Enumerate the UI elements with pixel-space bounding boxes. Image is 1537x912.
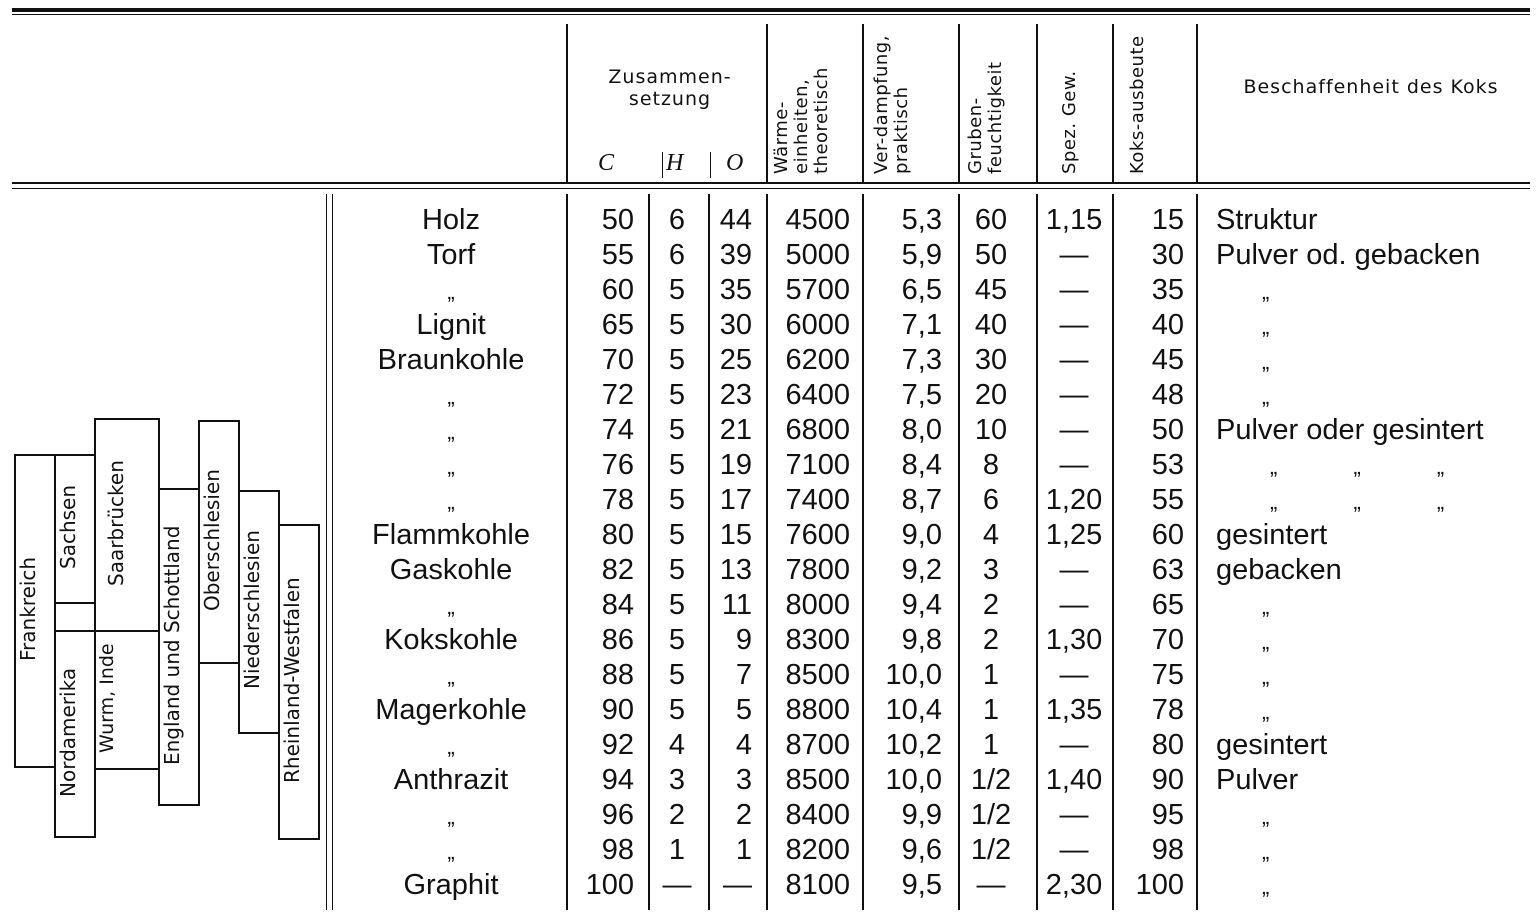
header-spec-weight: Spez. Gew.: [1059, 70, 1080, 174]
table-cell-moist: 30: [974, 344, 1008, 376]
table-cell-h: 5: [668, 589, 686, 621]
table-cell-h: 5: [668, 379, 686, 411]
body-divider: [708, 194, 710, 910]
table-cell-c: 86: [601, 624, 634, 656]
col-divider: [1112, 24, 1114, 182]
table-cell-heat: 8400: [785, 799, 850, 831]
table-cell-evap: 8,4: [901, 449, 942, 481]
table-cell-moist: 10: [974, 414, 1008, 446]
header-coke-yield: Koks-ausbeute: [1127, 35, 1148, 174]
table-cell-h: 5: [668, 414, 686, 446]
table-cell-moist: 8: [982, 449, 1000, 481]
table-cell-o: 23: [719, 379, 752, 411]
table-cell-h: 4: [668, 729, 686, 761]
col-divider-thin: [662, 152, 663, 178]
body-divider: [566, 194, 568, 910]
table-cell-name: Magerkohle: [375, 694, 527, 726]
table-cell-heat: 6200: [785, 344, 850, 376]
col-divider: [1196, 24, 1198, 182]
table-cell-spez: 2,30: [1045, 869, 1103, 901]
col-divider: [566, 24, 568, 182]
table-cell-koks: 35: [1151, 274, 1184, 306]
table-cell-c: 84: [601, 589, 634, 621]
table-cell-spez: —: [1059, 554, 1089, 586]
table-cell-quality: Pulver od. gebacken: [1216, 239, 1481, 271]
table-cell-h: 5: [668, 624, 686, 656]
table-cell-heat: 8500: [785, 659, 850, 691]
table-cell-moist: 1/2: [970, 764, 1012, 796]
table-cell-koks: 40: [1151, 309, 1184, 341]
table-cell-o: 25: [719, 344, 752, 376]
table-cell-c: 80: [601, 519, 634, 551]
table-cell-name: „: [447, 384, 455, 409]
table-cell-koks: 95: [1151, 799, 1184, 831]
header-o: O: [726, 150, 744, 176]
body-divider: [1112, 194, 1114, 910]
table-cell-spez: —: [1059, 834, 1089, 866]
table-cell-evap: 6,5: [901, 274, 942, 306]
table-cell-name: Braunkohle: [377, 344, 525, 376]
table-cell-name: „: [447, 454, 455, 479]
table-cell-o: 5: [735, 694, 752, 726]
table-cell-h: 5: [668, 484, 686, 516]
region-label-saarbruecken: Saarbrücken: [104, 460, 128, 586]
table-cell-moist: 50: [974, 239, 1008, 271]
table-cell-spez: —: [1059, 309, 1089, 341]
table-cell-c: 88: [601, 659, 634, 691]
table-cell-heat: 6000: [785, 309, 850, 341]
table-cell-evap: 7,1: [901, 309, 942, 341]
table-cell-h: 5: [668, 449, 686, 481]
table-cell-koks: 75: [1151, 659, 1184, 691]
table-cell-spez: —: [1059, 659, 1089, 691]
table-cell-heat: 8700: [785, 729, 850, 761]
table-cell-evap: 8,0: [901, 414, 942, 446]
table-cell-spez: 1,25: [1045, 519, 1103, 551]
table-cell-name: „: [447, 804, 455, 829]
body-divider: [332, 194, 333, 910]
table-cell-heat: 7800: [785, 554, 850, 586]
region-label-niederschlesien: Niederschlesien: [240, 530, 264, 690]
table-cell-evap: 9,0: [901, 519, 942, 551]
table-cell-moist: 2: [982, 624, 1000, 656]
table-cell-koks: 50: [1151, 414, 1184, 446]
table-cell-moist: —: [976, 869, 1006, 901]
table-cell-spez: 1,15: [1045, 204, 1103, 236]
table-cell-quality: „: [1262, 279, 1270, 304]
table-cell-heat: 6800: [785, 414, 850, 446]
table-cell-spez: —: [1059, 449, 1089, 481]
table-cell-o: 35: [719, 274, 752, 306]
body-divider: [1196, 194, 1198, 910]
table-cell-koks: 80: [1151, 729, 1184, 761]
table-cell-evap: 7,3: [901, 344, 942, 376]
table-cell-h: —: [662, 869, 692, 901]
table-cell-moist: 40: [974, 309, 1008, 341]
table-cell-name: Flammkohle: [372, 519, 530, 551]
table-cell-moist: 1/2: [970, 834, 1012, 866]
table-cell-name: „: [447, 664, 455, 689]
table-cell-heat: 7600: [785, 519, 850, 551]
table-cell-heat: 7100: [785, 449, 850, 481]
table-cell-heat: 7400: [785, 484, 850, 516]
col-divider: [766, 24, 768, 182]
table-cell-moist: 4: [982, 519, 1000, 551]
table-cell-koks: 30: [1151, 239, 1184, 271]
table-cell-quality: gebacken: [1216, 554, 1342, 586]
table-cell-name: „: [447, 594, 455, 619]
body-divider: [766, 194, 768, 910]
table-cell-koks: 70: [1151, 624, 1184, 656]
body-divider: [648, 194, 650, 910]
table-cell-moist: 1: [982, 729, 1000, 761]
table-cell-h: 3: [668, 764, 686, 796]
table-cell-heat: 8000: [785, 589, 850, 621]
table-cell-name: Gaskohle: [389, 554, 513, 586]
table-cell-c: 70: [601, 344, 634, 376]
table-cell-heat: 8500: [785, 764, 850, 796]
table-cell-o: 3: [735, 764, 752, 796]
table-cell-evap: 10,0: [885, 764, 942, 796]
header-coke-quality: Beschaffenheit des Koks: [1243, 76, 1499, 98]
table-cell-o: 1: [735, 834, 752, 866]
table-cell-c: 76: [601, 449, 634, 481]
table-cell-koks: 45: [1151, 344, 1184, 376]
table-cell-heat: 8300: [785, 624, 850, 656]
table-cell-h: 6: [668, 239, 686, 271]
table-cell-heat: 5700: [785, 274, 850, 306]
table-cell-quality: „: [1262, 699, 1270, 724]
top-rule: [12, 8, 1530, 12]
table-cell-o: 13: [719, 554, 752, 586]
region-label-wurm: Wurm, Inde: [96, 643, 118, 753]
table-cell-quality: „ „ „: [1270, 489, 1445, 514]
table-cell-name: „: [447, 419, 455, 444]
region-label-oberschlesien: Oberschlesien: [200, 469, 224, 611]
table-cell-name: Holz: [421, 204, 480, 236]
col-divider: [1036, 24, 1038, 182]
body-divider: [326, 194, 327, 910]
table-cell-quality: „: [1262, 594, 1270, 619]
top-rule-thin: [12, 14, 1530, 15]
table-cell-moist: 1/2: [970, 799, 1012, 831]
table-cell-o: 19: [719, 449, 752, 481]
table-cell-heat: 5000: [785, 239, 850, 271]
table-cell-spez: —: [1059, 729, 1089, 761]
table-cell-c: 82: [601, 554, 634, 586]
table-cell-c: 60: [601, 274, 634, 306]
table-cell-h: 5: [668, 309, 686, 341]
table-cell-koks: 15: [1151, 204, 1184, 236]
table-cell-o: 44: [719, 204, 752, 236]
table-cell-name: Kokskohle: [384, 624, 518, 656]
table-cell-name: „: [447, 279, 455, 304]
header-h: H: [666, 150, 684, 176]
table-cell-o: 39: [719, 239, 752, 271]
table-cell-c: 90: [601, 694, 634, 726]
table-cell-spez: 1,40: [1045, 764, 1103, 796]
table-cell-name: Graphit: [403, 869, 499, 901]
table-cell-moist: 3: [982, 554, 1000, 586]
region-label-rheinland: Rheinland-Westfalen: [280, 577, 304, 783]
table-cell-c: 92: [601, 729, 634, 761]
header-rule: [12, 182, 1530, 184]
table-cell-quality: „: [1262, 664, 1270, 689]
table-cell-spez: —: [1059, 344, 1089, 376]
table-cell-evap: 5,9: [901, 239, 942, 271]
header-evaporation: Ver-dampfung, praktisch: [871, 35, 912, 174]
table-cell-evap: 9,9: [901, 799, 942, 831]
table-cell-o: 30: [719, 309, 752, 341]
table-cell-spez: —: [1059, 589, 1089, 621]
table-cell-koks: 65: [1151, 589, 1184, 621]
table-cell-quality: „: [1262, 839, 1270, 864]
table-cell-c: 94: [601, 764, 634, 796]
table-cell-quality: Pulver oder gesintert: [1216, 414, 1484, 446]
table-cell-evap: 7,5: [901, 379, 942, 411]
table-cell-quality: „: [1262, 349, 1270, 374]
table-cell-koks: 98: [1151, 834, 1184, 866]
header-rule-thin: [12, 188, 1530, 189]
table-cell-o: 17: [719, 484, 752, 516]
table-cell-moist: 6: [982, 484, 1000, 516]
table-cell-evap: 10,2: [885, 729, 942, 761]
body-divider: [958, 194, 960, 910]
table-cell-spez: —: [1059, 379, 1089, 411]
table-cell-evap: 9,2: [901, 554, 942, 586]
table-cell-name: „: [447, 734, 455, 759]
table-cell-spez: —: [1059, 799, 1089, 831]
table-cell-heat: 8800: [785, 694, 850, 726]
table-cell-c: 65: [601, 309, 634, 341]
table-cell-moist: 45: [974, 274, 1008, 306]
table-cell-spez: 1,35: [1045, 694, 1103, 726]
table-cell-moist: 1: [982, 659, 1000, 691]
table-cell-spez: —: [1059, 274, 1089, 306]
table-cell-c: 100: [585, 869, 634, 901]
table-cell-name: Lignit: [416, 309, 486, 341]
table-cell-o: —: [723, 869, 752, 901]
table-cell-evap: 9,5: [901, 869, 942, 901]
table-cell-h: 5: [668, 694, 686, 726]
table-cell-moist: 2: [982, 589, 1000, 621]
table-cell-c: 55: [601, 239, 634, 271]
table-cell-quality: „: [1262, 804, 1270, 829]
table-cell-o: 9: [735, 624, 752, 656]
table-cell-o: 15: [719, 519, 752, 551]
table-cell-spez: 1,30: [1045, 624, 1103, 656]
table-cell-evap: 9,4: [901, 589, 942, 621]
table-cell-koks: 60: [1151, 519, 1184, 551]
table-cell-heat: 4500: [785, 204, 850, 236]
table-cell-evap: 8,7: [901, 484, 942, 516]
table-cell-quality: „: [1262, 314, 1270, 339]
table-cell-moist: 60: [974, 204, 1008, 236]
table-cell-spez: —: [1059, 239, 1089, 271]
col-divider: [862, 24, 864, 182]
table-cell-quality: Pulver: [1216, 764, 1299, 796]
body-divider: [1036, 194, 1038, 910]
header-composition: Zusammen- setzung: [608, 66, 732, 110]
table-cell-spez: 1,20: [1045, 484, 1103, 516]
region-label-sachsen: Sachsen: [56, 484, 80, 570]
table-cell-c: 96: [601, 799, 634, 831]
table-cell-h: 6: [668, 204, 686, 236]
table-cell-quality: Struktur: [1216, 204, 1318, 236]
table-cell-spez: —: [1059, 414, 1089, 446]
header-c: C: [598, 150, 615, 176]
table-cell-quality: „: [1262, 629, 1270, 654]
table-cell-heat: 8200: [785, 834, 850, 866]
table-cell-h: 5: [668, 659, 686, 691]
table-cell-h: 5: [668, 344, 686, 376]
table-cell-quality: „ „ „: [1270, 454, 1445, 479]
table-cell-koks: 78: [1151, 694, 1184, 726]
body-divider: [862, 194, 864, 910]
region-label-frankreich: Frankreich: [16, 556, 40, 662]
table-cell-koks: 100: [1135, 869, 1184, 901]
table-cell-moist: 20: [974, 379, 1008, 411]
table-cell-moist: 1: [982, 694, 1000, 726]
table-cell-o: 21: [719, 414, 752, 446]
table-cell-evap: 5,3: [901, 204, 942, 236]
table-cell-o: 4: [735, 729, 752, 761]
table-cell-c: 72: [601, 379, 634, 411]
table-cell-quality: „: [1262, 874, 1270, 899]
table-cell-quality: gesintert: [1216, 729, 1328, 761]
table-cell-name: „: [447, 489, 455, 514]
col-divider-thin: [710, 152, 711, 178]
table-cell-o: 2: [735, 799, 752, 831]
table-cell-evap: 10,4: [885, 694, 942, 726]
table-cell-koks: 63: [1151, 554, 1184, 586]
table-cell-h: 5: [668, 274, 686, 306]
table-cell-evap: 9,8: [901, 624, 942, 656]
table-cell-koks: 48: [1151, 379, 1184, 411]
table-cell-name: Anthrazit: [393, 764, 509, 796]
table-cell-name: Torf: [426, 239, 476, 271]
region-label-england: England und Schottland: [160, 525, 184, 765]
col-divider: [958, 24, 960, 182]
table-cell-h: 2: [668, 799, 686, 831]
table-cell-quality: gesintert: [1216, 519, 1328, 551]
header-moisture: Gruben-feuchtigkeit: [965, 61, 1006, 174]
table-cell-quality: „: [1262, 384, 1270, 409]
table-cell-c: 78: [601, 484, 634, 516]
table-cell-evap: 10,0: [885, 659, 942, 691]
table-cell-h: 5: [668, 519, 686, 551]
table-cell-koks: 90: [1151, 764, 1184, 796]
table-cell-koks: 53: [1151, 449, 1184, 481]
table-cell-koks: 55: [1151, 484, 1184, 516]
table-cell-o: 11: [721, 589, 752, 621]
header-heat-units: Wärme-einheiten, theoretisch: [771, 67, 832, 174]
table-cell-heat: 8100: [785, 869, 850, 901]
region-label-nordamerika: Nordamerika: [56, 667, 80, 797]
table-cell-c: 98: [601, 834, 634, 866]
table-cell-o: 7: [735, 659, 752, 691]
table-cell-c: 50: [601, 204, 634, 236]
table-cell-heat: 6400: [785, 379, 850, 411]
table-cell-c: 74: [601, 414, 634, 446]
table-cell-evap: 9,6: [901, 834, 942, 866]
table-cell-name: „: [447, 839, 455, 864]
table-cell-h: 1: [668, 834, 686, 866]
table-cell-h: 5: [668, 554, 686, 586]
